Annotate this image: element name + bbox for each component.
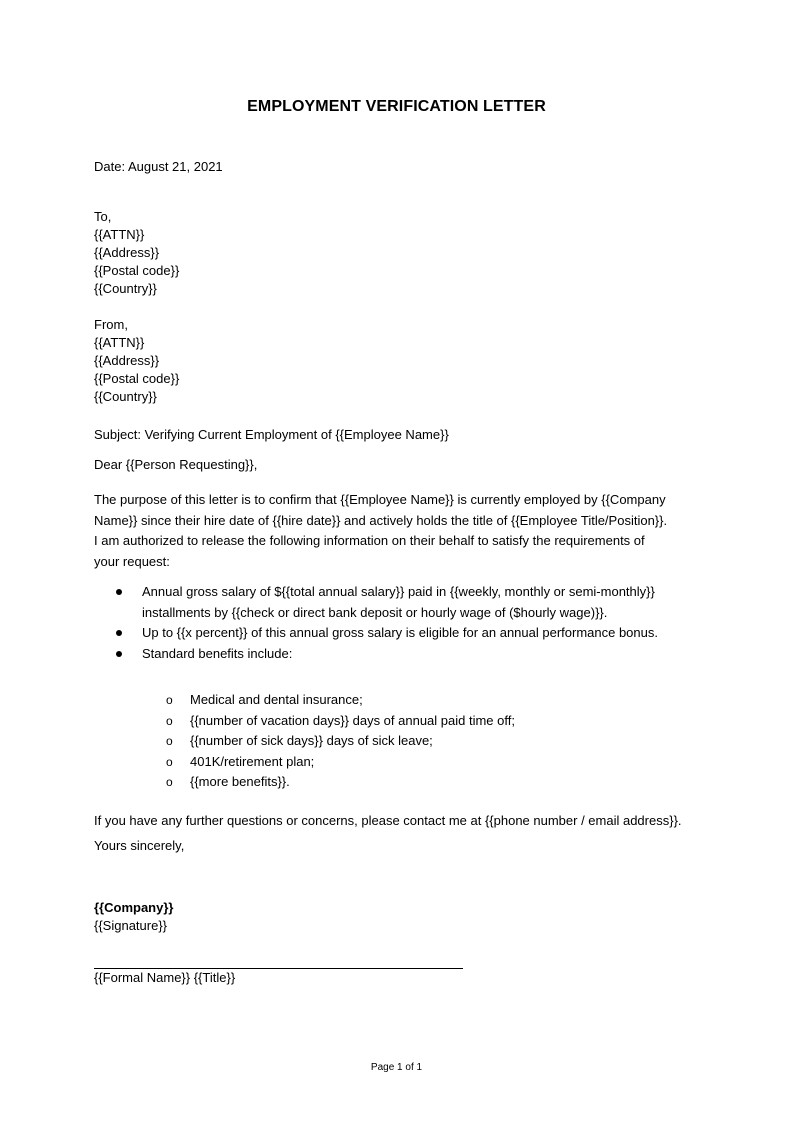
- benefits-line: Standard benefits include:: [142, 645, 293, 661]
- to-postal-code: {{Postal code}}: [94, 263, 180, 278]
- circle-bullet-icon: o: [166, 775, 173, 789]
- to-country: {{Country}}: [94, 281, 157, 296]
- salary-line-1: Annual gross salary of ${{total annual salary}} paid in {{weekly, monthly or semi-monthly}}: [142, 584, 655, 599]
- greeting: Dear {{Person Requesting}},: [94, 457, 258, 472]
- benefits-list: [94, 690, 714, 793]
- company-name: {{Company}}: [94, 899, 174, 915]
- benefit-text: {{number of sick days}} days of sick leave;: [190, 733, 433, 748]
- circle-bullet-icon: o: [166, 713, 173, 728]
- compensation-list: [94, 582, 714, 664]
- salary-line-2: installments by {{check or direct bank deposit or hourly wage of ($hourly wage)}}.: [142, 604, 608, 620]
- bullet-icon: [116, 630, 122, 636]
- paragraph-line: your request:: [94, 553, 170, 569]
- benefit-text: 401K/retirement plan;: [190, 753, 315, 769]
- list-item: [94, 731, 714, 752]
- recipient-block: [94, 208, 714, 298]
- list-item: [94, 690, 714, 711]
- list-item: [94, 711, 714, 732]
- circle-bullet-icon: o: [166, 693, 173, 707]
- to-label: To,: [94, 209, 112, 224]
- from-address: {{Address}}: [94, 353, 160, 368]
- closing-line: Yours sincerely,: [94, 837, 185, 853]
- benefit-text: {{number of vacation days}} days of annual paid time off;: [190, 712, 515, 728]
- list-item: [94, 752, 714, 773]
- formal-name: {{Formal Name}} {{Title}}: [94, 969, 236, 985]
- from-postal-code: {{Postal code}}: [94, 371, 180, 386]
- list-item: [94, 772, 714, 793]
- sender-block: [94, 316, 714, 406]
- signature-placeholder: {{Signature}}: [94, 917, 168, 933]
- list-item: [94, 644, 714, 665]
- circle-bullet-icon: o: [166, 754, 173, 769]
- to-address: {{Address}}: [94, 245, 160, 260]
- circle-bullet-icon: o: [166, 734, 173, 748]
- list-item: [94, 582, 714, 623]
- bullet-icon: [116, 651, 122, 657]
- subject-line: Subject: Verifying Current Employment of {{Employee Name}}: [94, 427, 449, 442]
- from-label: From,: [94, 317, 128, 332]
- date-line: Date: August 21, 2021: [94, 159, 223, 174]
- benefit-text: {{more benefits}}.: [190, 774, 290, 789]
- purpose-paragraph: [94, 490, 714, 572]
- from-attn: {{ATTN}}: [94, 335, 145, 350]
- contact-line: If you have any further questions or concerns, please contact me at {{phone number / email address}}.: [94, 812, 682, 828]
- paragraph-line: I am authorized to release the following information on their behalf to satisfy the requirements of: [94, 533, 645, 548]
- to-attn: {{ATTN}}: [94, 227, 145, 242]
- paragraph-line: Name}} since their hire date of {{hire date}} and actively holds the title of {{Employee Title/Position}}.: [94, 512, 668, 528]
- bonus-line: Up to {{x percent}} of this annual gross salary is eligible for an annual performance bonus.: [142, 625, 658, 640]
- letter-title: EMPLOYMENT VERIFICATION LETTER: [247, 98, 546, 115]
- bullet-icon: [116, 589, 122, 595]
- list-item: [94, 623, 714, 644]
- benefit-text: Medical and dental insurance;: [190, 692, 363, 707]
- letter-body: [94, 158, 714, 987]
- from-country: {{Country}}: [94, 389, 157, 404]
- paragraph-line: The purpose of this letter is to confirm that {{Employee Name}} is currently employed by {{Company: [94, 492, 666, 507]
- page-number: Page 1 of 1: [370, 1062, 423, 1073]
